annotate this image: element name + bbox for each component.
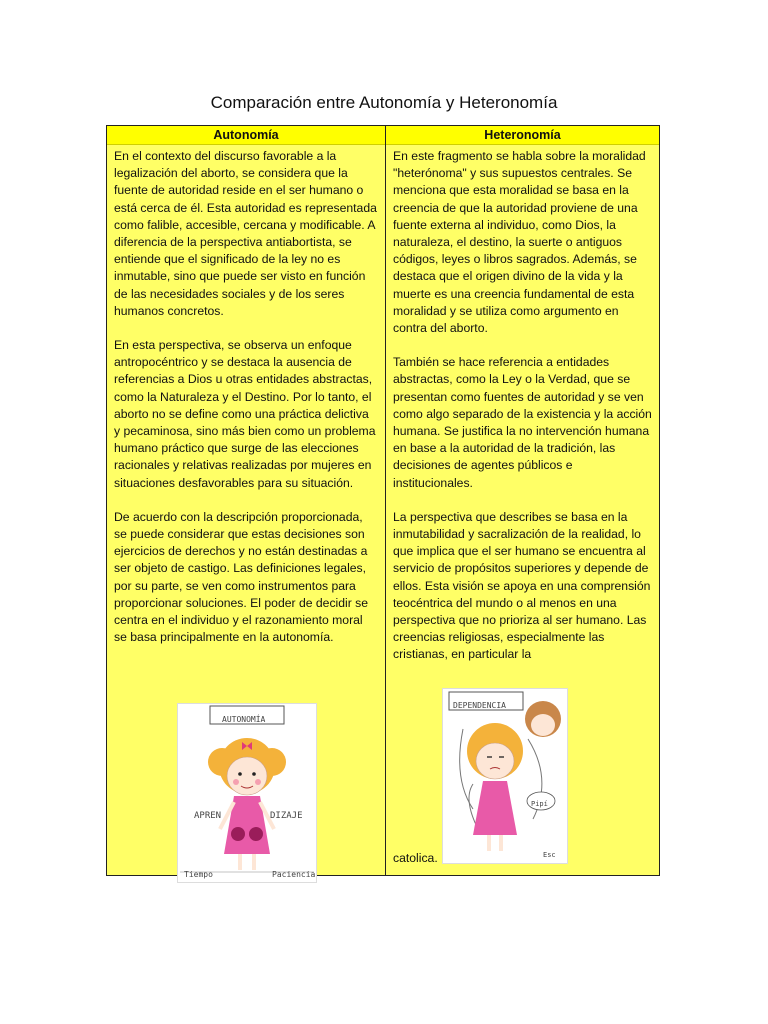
paragraph: En este fragmento se habla sobre la moralidad "heterónoma" y sus supuestos centrales. Se menciona que esta moralidad se basa en la creencia de que la autoridad proviene de una fuente externa al individuo, como Dios, la naturaleza, el destino, la suerte o antiguos códigos, leyes o libros sagrados. Además, se destaca que el origen divino de la vida y la muerte es una creencia fundamental de esta moralidad y se utiliza como argumento en contra del aborto. bbox=[393, 149, 646, 336]
illustration-word-right: DIZAJE bbox=[270, 811, 303, 821]
girl-drawing-icon bbox=[178, 704, 316, 882]
illustration-heading: AUTONOMÍA bbox=[222, 715, 266, 724]
illustration-caption-right: Paciencia bbox=[272, 870, 316, 879]
illustration-word-left: APREN bbox=[194, 811, 222, 821]
paragraph: En el contexto del discurso favorable a la legalización del aborto, se considera que la fuente de autoridad reside en el ser humano o está cerca de él. Esta autoridad es representada como falible, accesible, cercana y modificable. A diferencia de la perspectiva antiabortista, se entiende que el significado de la ley no es inmutable, sino que puede ser visto en función de las necesidades sociales y de los seres humanos concretos. bbox=[114, 149, 377, 318]
speech-bubble-text: Pipí bbox=[531, 800, 548, 808]
column-header-autonomia: Autonomía bbox=[107, 126, 385, 145]
column-header-heteronomia: Heteronomía bbox=[386, 126, 659, 145]
paragraph: También se hace referencia a entidades abstractas, como la Ley o la Verdad, que se presentan como fuentes de autoridad y se ven como algo separado de la existencia y la acción humana. Se justifica la no intervención humana en base a la autoridad de la tradición, las decisiones de agentes públicos e institucionales. bbox=[393, 355, 652, 490]
paragraph: En esta perspectiva, se observa un enfoque antropocéntrico y se destaca la ausencia de referencias a Dios u otras entidades abstractas, como la Naturaleza y el Destino. Por lo tanto, el aborto no se define como una práctica delictiva y pecaminosa, sino más bien como un problema humano práctico que surge de las elecciones racionales y relativas realizadas por mujeres en situaciones desfavorables para su situación. bbox=[114, 338, 376, 490]
page-title: Comparación entre Autonomía y Heteronomía bbox=[210, 93, 558, 112]
illustration-caption-left: Tiempo bbox=[184, 870, 213, 879]
paragraph-continuation: catolica. bbox=[393, 851, 438, 865]
column-autonomia bbox=[107, 126, 386, 879]
column-heteronomia bbox=[386, 126, 659, 875]
comparison-table bbox=[106, 125, 660, 879]
artist-signature: Esc bbox=[543, 851, 556, 859]
autonomia-illustration bbox=[177, 703, 317, 883]
illustration-heading: DEPENDENCIA bbox=[453, 701, 506, 710]
dependencia-illustration bbox=[442, 688, 568, 864]
girl-drawing-icon bbox=[443, 689, 567, 863]
column-body-autonomia bbox=[107, 145, 385, 879]
column-body-heteronomia bbox=[386, 145, 659, 875]
paragraph: De acuerdo con la descripción proporcionada, se puede considerar que estas decisiones son ejercicios de derechos y no están destinadas a ser objeto de castigo. Las definiciones legales, por su parte, se ven como instrumentos para proporcionar soluciones. El poder de decidir se centra en el individuo y el razonamiento moral se basa principalmente en la autonomía. bbox=[114, 509, 369, 645]
paragraph: La perspectiva que describes se basa en la inmutabilidad y sacralización de la realidad, lo que implica que el ser humano se encuentra al servicio de propósitos superiores y depende de ellos. Esta visión se apoya en una comprensión teocéntrica del mundo o al menos en una perspectiva que no prioriza al ser humano. Las creencias religiosas, especialmente las cristianas, en particular la bbox=[393, 509, 651, 662]
